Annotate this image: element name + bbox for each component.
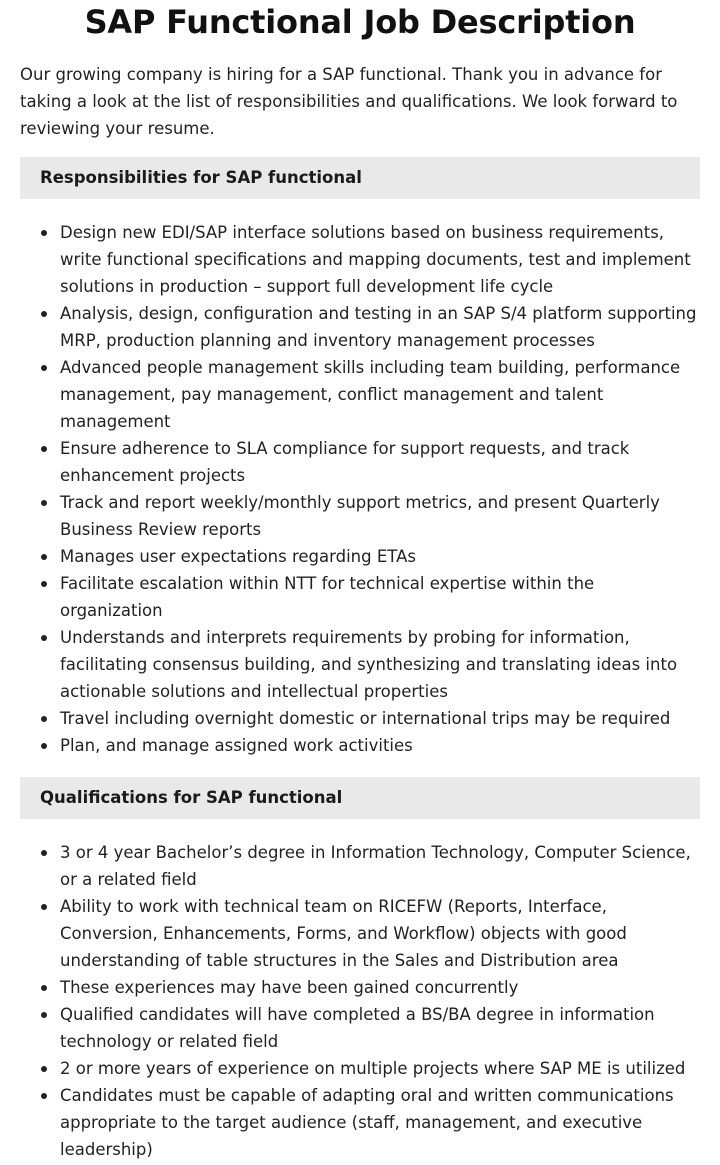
list-item: Plan, and manage assigned work activities [60, 732, 700, 759]
list-item: Design new EDI/SAP interface solutions based on business requirements, write functional specifications and mapping documents, test and implement solutions in production – support full development life cycle [60, 219, 700, 300]
responsibilities-list [20, 219, 700, 759]
list-item: Analysis, design, configuration and testing in an SAP S/4 platform supporting MRP, production planning and inventory management processes [60, 300, 700, 354]
qualifications-heading: Qualifications for SAP functional [20, 777, 700, 819]
responsibilities-heading: Responsibilities for SAP functional [20, 157, 700, 199]
page-title: SAP Functional Job Description [84, 3, 636, 41]
list-item: Qualified candidates will have completed a BS/BA degree in information technology or related field [60, 1001, 700, 1055]
section-spacer [20, 759, 700, 777]
list-item: These experiences may have been gained concurrently [60, 974, 700, 1001]
list-item: Track and report weekly/monthly support metrics, and present Quarterly Business Review reports [60, 489, 700, 543]
list-item: Ensure adherence to SLA compliance for support requests, and track enhancement projects [60, 435, 700, 489]
list-item: Understands and interprets requirements by probing for information, facilitating consensus building, and synthesizing and translating ideas into actionable solutions and intellectual properties [60, 624, 700, 705]
list-item: 2 or more years of experience on multiple projects where SAP ME is utilized [60, 1055, 700, 1082]
list-item: Candidates must be capable of adapting oral and written communications appropriate to the target audience (staff, management, and executive leadership) [60, 1082, 700, 1163]
list-item: Ability to work with technical team on RICEFW (Reports, Interface, Conversion, Enhancements, Forms, and Workflow) objects with good understanding of table structures in the Sales and Distribution area [60, 893, 700, 974]
list-item: Manages user expectations regarding ETAs [60, 543, 700, 570]
list-item: Facilitate escalation within NTT for technical expertise within the organization [60, 570, 700, 624]
intro-paragraph: Our growing company is hiring for a SAP functional. Thank you in advance for taking a look at the list of responsibilities and qualifications. We look forward to reviewing your resume. [20, 65, 678, 138]
list-item: Advanced people management skills including team building, performance management, pay management, conflict management and talent management [60, 354, 700, 435]
qualifications-list [20, 839, 700, 1163]
list-item: Travel including overnight domestic or international trips may be required [60, 705, 700, 732]
list-item: 3 or 4 year Bachelor’s degree in Information Technology, Computer Science, or a related field [60, 839, 700, 893]
